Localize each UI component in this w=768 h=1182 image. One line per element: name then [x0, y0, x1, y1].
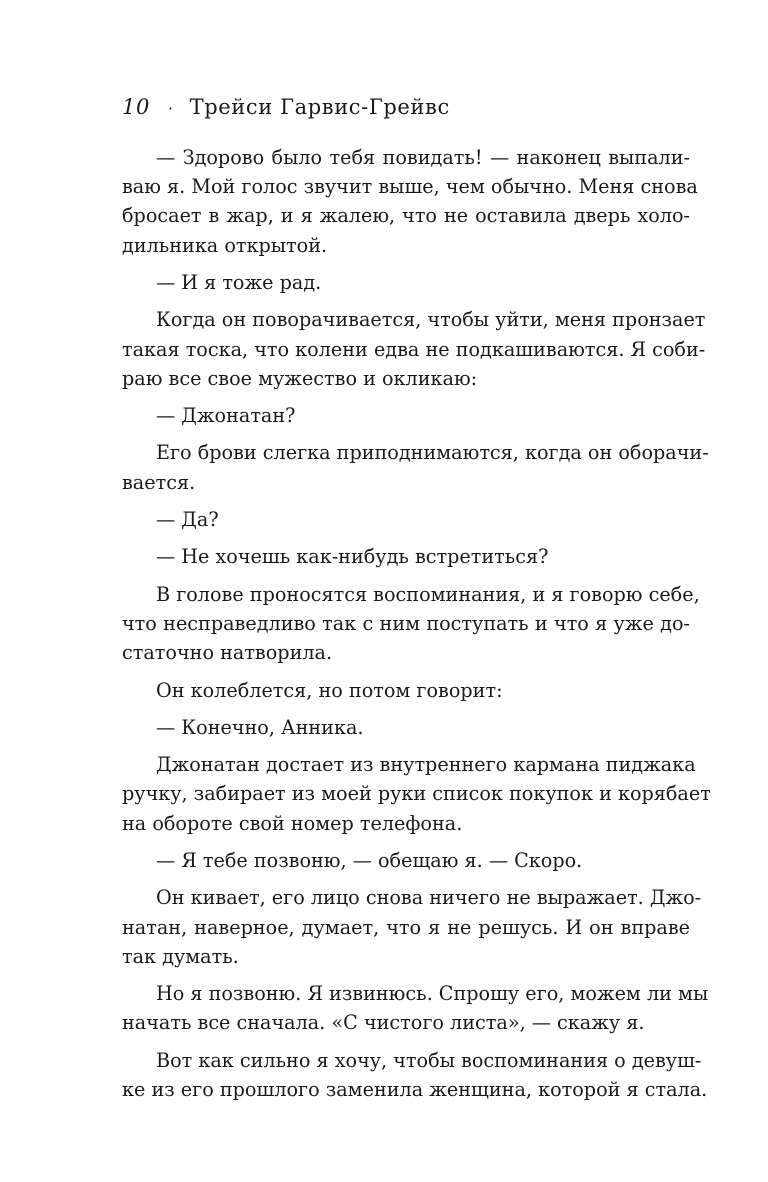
paragraph-gap: [122, 297, 690, 305]
text-line: вается.: [122, 470, 196, 494]
text-line: — Я тебе позвоню, — обещаю я. — Скоро.: [156, 849, 583, 872]
text-line: — Да?: [156, 508, 219, 531]
paragraph-gap: [122, 430, 690, 438]
paragraph: [122, 505, 690, 534]
text-line: Когда он поворачивается, чтобы уйти, меня пронзает: [156, 308, 706, 332]
text-line: Его брови слегка приподнимаются, когда он оборачи-: [156, 441, 709, 465]
text-line: Но я позвоню. Я извинюсь. Спрошу его, можем ли мы: [156, 982, 709, 1006]
paragraph-gap: [122, 667, 690, 675]
text-line: статочно натворила.: [122, 641, 333, 665]
text-line: ваю я. Мой голос звучит выше, чем обычно. Меня снова: [122, 175, 698, 199]
paragraph-gap: [122, 1038, 690, 1046]
paragraph-gap: [122, 572, 690, 580]
text-line: В голове проносятся воспоминания, и я говорю себе,: [156, 582, 700, 606]
text-line: раю все свое мужество и окликаю:: [122, 366, 478, 390]
page-number: 10: [122, 95, 150, 119]
paragraph: [122, 676, 690, 705]
paragraph-gap: [122, 497, 690, 505]
paragraph: [122, 143, 698, 260]
paragraph-gap: [122, 742, 690, 750]
paragraph: [122, 750, 711, 838]
paragraph: [122, 401, 690, 430]
paragraph: [122, 713, 690, 742]
text-line: ручку, забирает из моей руки список покупок и корябает: [122, 782, 711, 806]
paragraph: [122, 979, 709, 1037]
paragraph-gap: [122, 875, 690, 883]
paragraph: [122, 542, 690, 571]
paragraph: [122, 580, 700, 668]
text-line: — И я тоже рад.: [156, 270, 322, 294]
text-line: начать все сначала. «С чистого листа», — скажу я.: [122, 1011, 645, 1035]
text-line: — Здорово было тебя повидать! — наконец выпали-: [156, 146, 690, 169]
paragraph: [122, 846, 690, 875]
text-line: Он колеблется, но потом говорит:: [156, 678, 503, 702]
text-line: такая тоска, что колени едва не подкашиваются. Я соби-: [122, 337, 706, 361]
paragraph-gap: [122, 705, 690, 713]
text-line: что несправедливо так с ним поступать и что я уже до-: [122, 611, 690, 635]
text-line: на обороте свой номер телефона.: [122, 811, 463, 835]
text-line: так думать.: [122, 944, 239, 968]
paragraph-gap: [122, 393, 690, 401]
running-header: [122, 95, 450, 125]
text-line: бросает в жар, и я жалею, что не оставила дверь холо-: [122, 204, 690, 228]
text-line: натан, наверное, думает, что я не решусь. И он вправе: [122, 915, 690, 939]
author-name: Трейси Гарвис-Грейвс: [189, 95, 450, 119]
paragraph-gap: [122, 971, 690, 979]
paragraph-gap: [122, 838, 690, 846]
paragraph: [122, 305, 706, 393]
text-line: — Не хочешь как-нибудь встретиться?: [156, 545, 549, 569]
text-line: — Конечно, Анника.: [156, 715, 364, 739]
paragraph: [122, 1046, 708, 1104]
paragraph-gap: [122, 260, 690, 268]
paragraph-gap: [122, 534, 690, 542]
paragraph: [122, 438, 709, 496]
paragraph: [122, 268, 690, 297]
text-line: дильника открытой.: [122, 233, 328, 257]
text-line: — Джонатан?: [156, 404, 296, 428]
paragraph: [122, 883, 702, 971]
text-line: ке из его прошлого заменила женщина, которой я стала.: [122, 1077, 708, 1101]
text-line: Он кивает, его лицо снова ничего не выражает. Джо-: [156, 886, 702, 910]
body-text: [122, 143, 711, 1104]
header-separator: ·: [167, 99, 174, 118]
text-line: Джонатан достает из внутреннего кармана пиджака: [156, 753, 696, 777]
text-line: Вот как сильно я хочу, чтобы воспоминания о девуш-: [156, 1048, 702, 1072]
